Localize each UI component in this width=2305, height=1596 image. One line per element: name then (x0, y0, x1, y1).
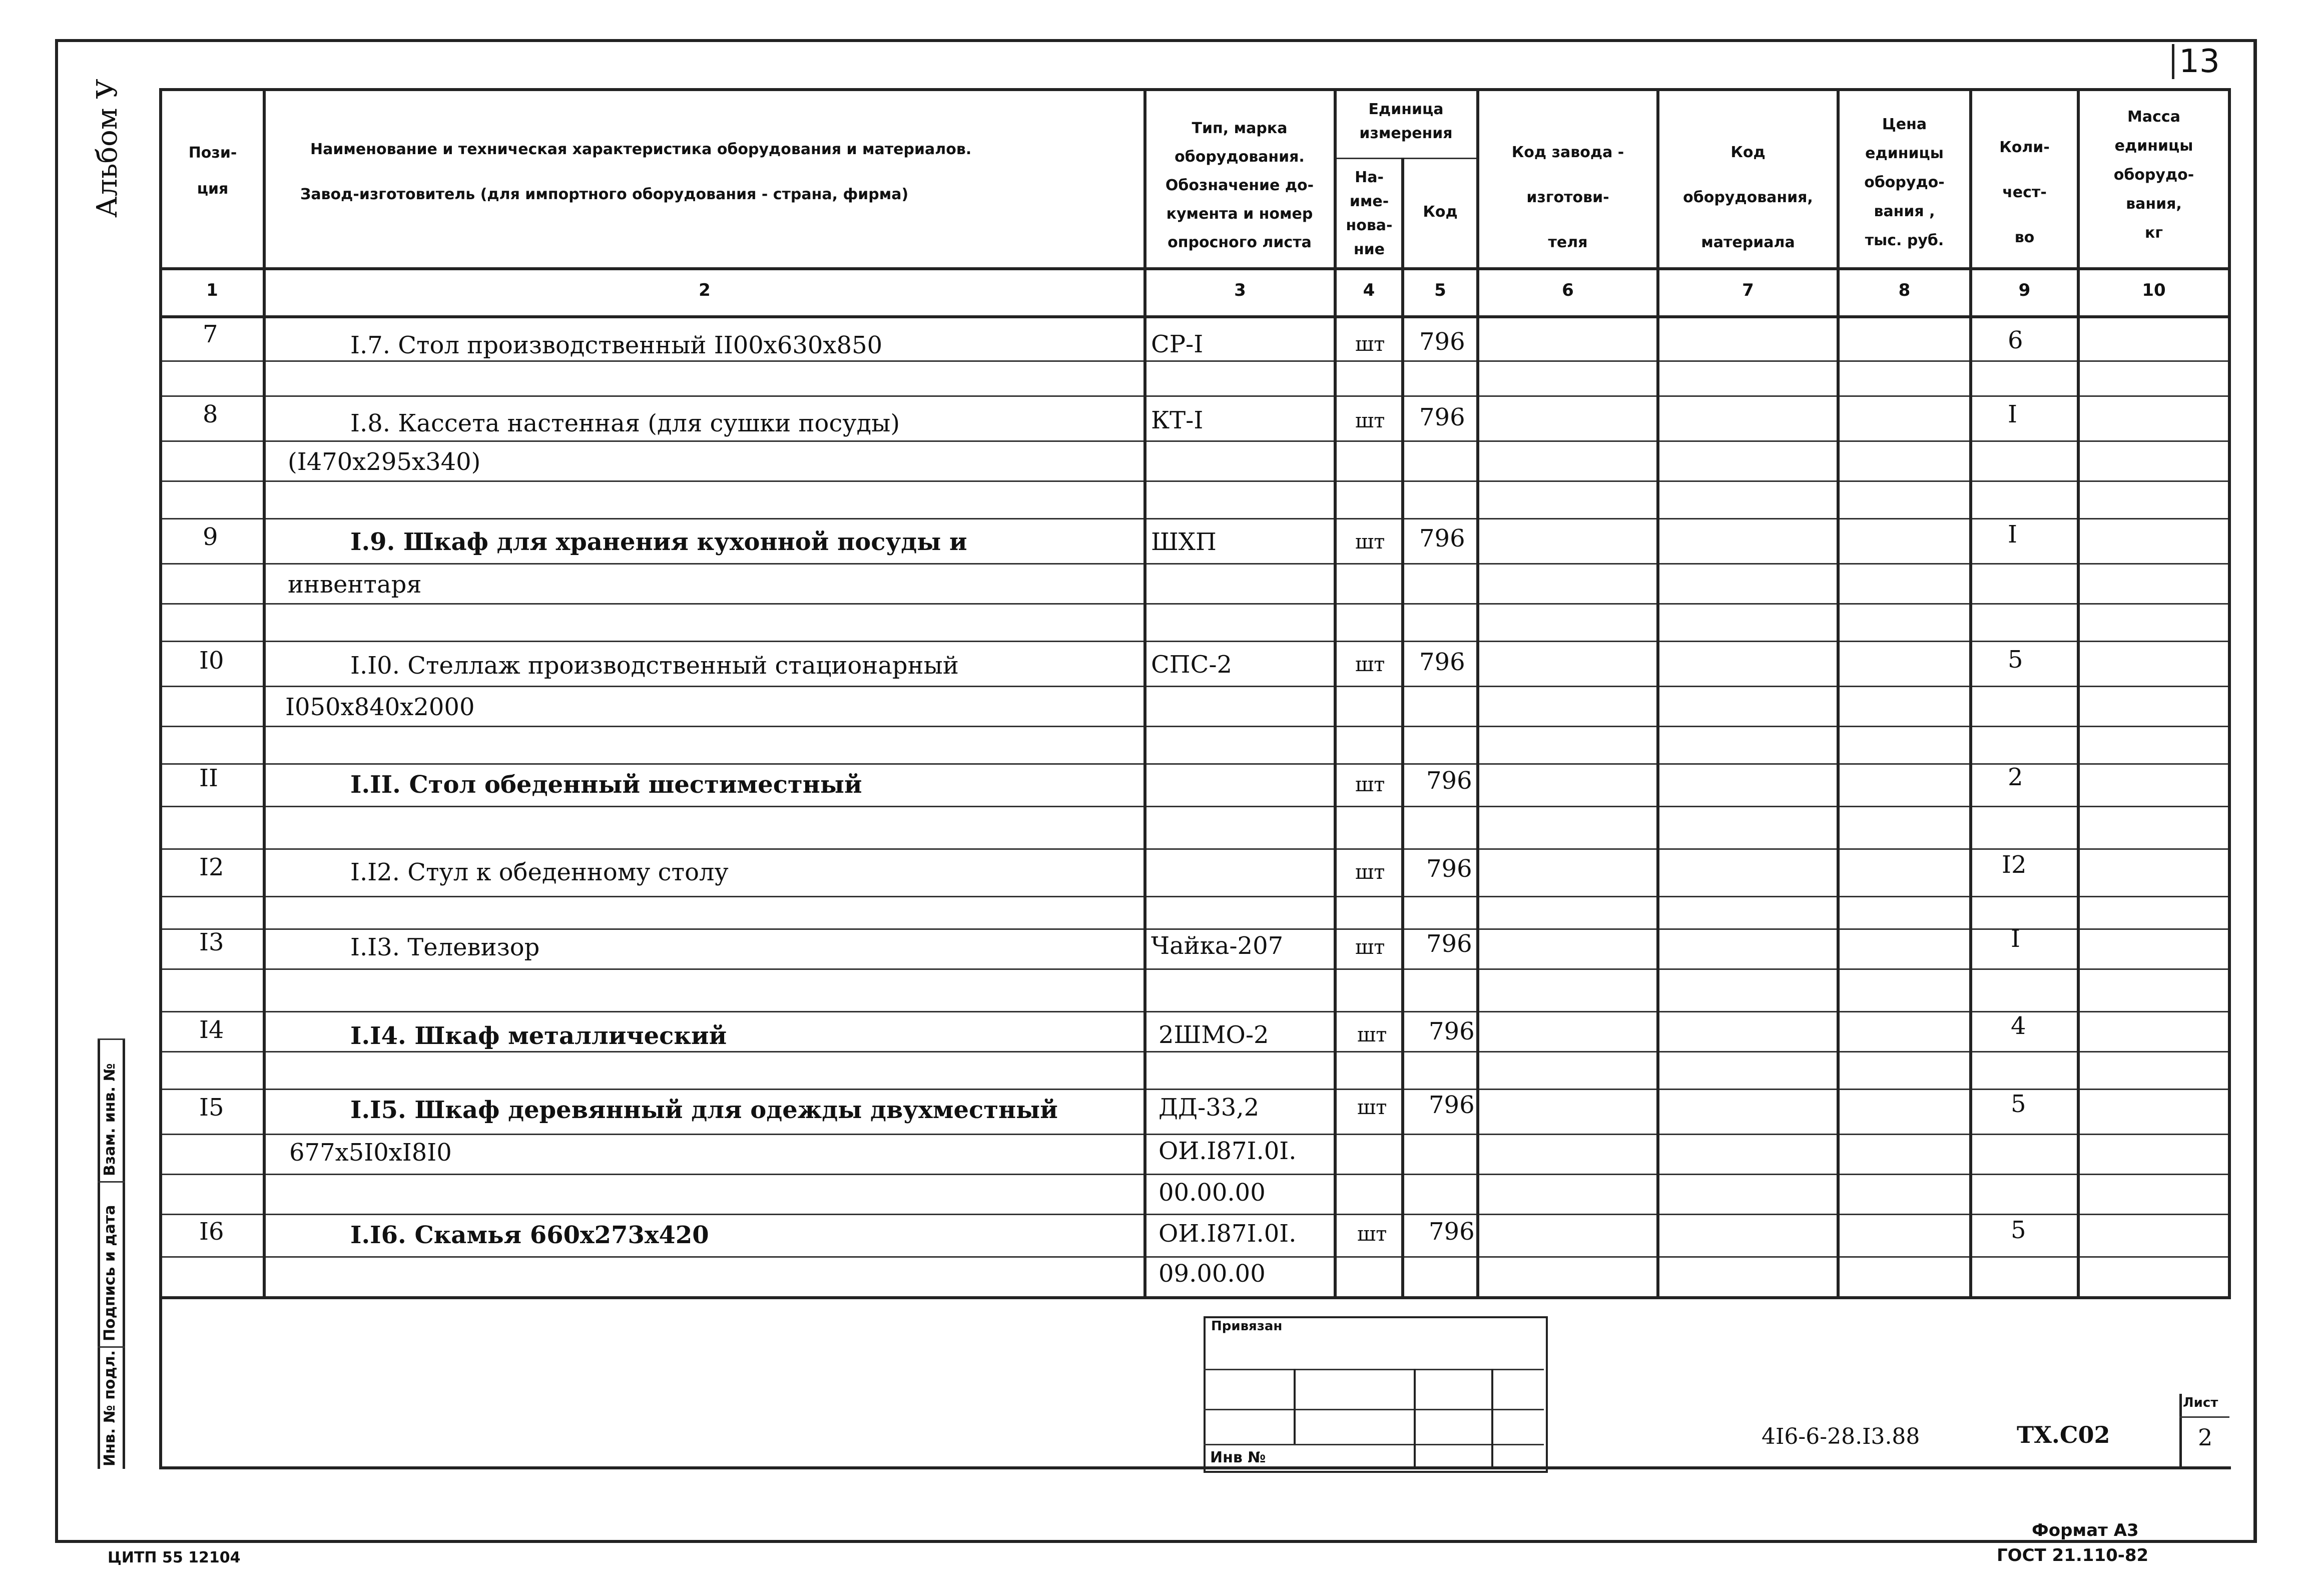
row-type: ОИ.I87I.0I. (1159, 1220, 1297, 1248)
row-position: II (199, 764, 218, 792)
row-unit-code: 796 (1426, 930, 1472, 958)
row-quantity: 6 (2008, 326, 2023, 354)
row-quantity: I (2011, 925, 2020, 953)
row-unit-code: 796 (1426, 855, 1472, 883)
row-unit: шт (1355, 861, 1385, 884)
row-unit-code: 796 (1429, 1017, 1475, 1045)
header-name-line1: Наименование и техническая характеристика оборудования и материалов. (310, 141, 972, 158)
header-position: Пози- ция (188, 144, 237, 198)
stamp-inv-label: Инв № (1210, 1449, 1266, 1466)
row-type: ШХП (1151, 528, 1217, 556)
row-name-continued: (I470х295х340) (288, 448, 481, 476)
row-position: I0 (199, 647, 224, 675)
side-label-inv-orig: Инв. № подл. (101, 1350, 119, 1466)
row-type: Чайка-207 (1151, 932, 1284, 960)
col-num-4: 4 (1363, 280, 1375, 300)
row-name: I.8. Кассета настенная (для сушки посуды) (350, 409, 900, 437)
footer-gost: ГОСТ 21.110-82 (1997, 1545, 2149, 1565)
col-num-8: 8 (1898, 280, 1911, 300)
row-type: КТ-I (1151, 406, 1204, 434)
row-unit: шт (1357, 1096, 1387, 1119)
header-name-line2: Завод-изготовитель (для импортного оборудования - страна, фирма) (300, 186, 909, 203)
row-name-continued: инвентаря (288, 571, 422, 599)
row-position: I3 (199, 928, 224, 956)
footer-format: Формат А3 (2032, 1520, 2139, 1540)
row-position: 9 (203, 523, 218, 551)
row-unit-code: 796 (1419, 524, 1465, 553)
side-label-inv-replace: Взам. инв. № (101, 1063, 119, 1176)
header-unit-code: Код (1423, 203, 1458, 221)
sheet-number: 2 (2198, 1424, 2213, 1451)
row-unit: шт (1355, 936, 1385, 959)
row-unit-code: 796 (1426, 767, 1472, 795)
row-name: I.I6. Скамья 660х273х420 (350, 1221, 709, 1249)
doc-suffix: ТХ.С02 (2017, 1421, 2110, 1448)
row-name: I.9. Шкаф для хранения кухонной посуды и (350, 528, 967, 556)
row-unit-code: 796 (1419, 328, 1465, 356)
row-position: I2 (199, 853, 224, 881)
row-quantity: 5 (2008, 646, 2023, 674)
row-type-continued: ОИ.I87I.0I. (1159, 1137, 1297, 1165)
row-unit: шт (1357, 1223, 1387, 1246)
row-unit: шт (1357, 1023, 1387, 1046)
row-quantity: I2 (2002, 851, 2027, 879)
col-num-2: 2 (699, 280, 711, 300)
row-type: СПС-2 (1151, 651, 1233, 679)
doc-code: 4I6-6-28.I3.88 (1762, 1424, 1920, 1449)
album-label: Альбом У (91, 79, 124, 218)
row-name: I.I2. Стул к обеденному столу (350, 858, 729, 886)
header-unit-group: Единица измерения (1359, 101, 1453, 142)
row-type: СР-I (1151, 330, 1204, 358)
row-name: I.I4. Шкаф металлический (350, 1022, 727, 1050)
row-unit-code: 796 (1419, 648, 1465, 676)
row-quantity: I (2008, 520, 2017, 549)
col-num-6: 6 (1562, 280, 1574, 300)
row-quantity: 2 (2008, 763, 2023, 791)
row-name-continued: I050х840х2000 (285, 693, 475, 721)
row-name: I.I0. Стеллаж производственный стационарный (350, 652, 959, 680)
row-quantity: I (2008, 400, 2017, 428)
row-position: 8 (203, 400, 218, 428)
row-unit: шт (1355, 333, 1385, 356)
row-position: 7 (203, 320, 218, 348)
row-unit: шт (1355, 530, 1385, 554)
row-quantity: 4 (2011, 1012, 2026, 1040)
col-num-3: 3 (1234, 280, 1246, 300)
col-num-10: 10 (2142, 280, 2166, 300)
sheet-label: Лист (2183, 1395, 2218, 1410)
col-num-9: 9 (2018, 280, 2031, 300)
row-name-continued: 677х5I0хI8I0 (289, 1139, 452, 1167)
row-unit-code: 796 (1429, 1091, 1475, 1119)
col-num-7: 7 (1742, 280, 1754, 300)
row-position: I4 (199, 1016, 224, 1044)
stamp-bound-label: Привязан (1211, 1319, 1283, 1334)
row-position: I5 (199, 1094, 224, 1122)
sheet-corner-number: 13 (2172, 44, 2224, 79)
footer-left-code: ЦИТП 55 12104 (108, 1549, 241, 1566)
row-unit-code: 796 (1429, 1218, 1475, 1246)
row-name: I.I3. Телевизор (350, 933, 540, 961)
row-quantity: 5 (2011, 1216, 2026, 1244)
row-type: 2ШМО-2 (1159, 1021, 1269, 1049)
row-unit: шт (1355, 409, 1385, 432)
col-num-1: 1 (206, 280, 218, 300)
row-quantity: 5 (2011, 1090, 2026, 1118)
side-label-signature: Подпись и дата (101, 1205, 119, 1341)
row-name: I.I5. Шкаф деревянный для одежды двухместный (350, 1096, 1058, 1124)
row-name: I.II. Стол обеденный шестиместный (350, 771, 862, 799)
row-type-continued-2: 00.00.00 (1159, 1179, 1266, 1207)
row-unit-code: 796 (1419, 403, 1465, 431)
row-name: I.7. Стол производственный II00х630х850 (350, 331, 883, 359)
row-position: I6 (199, 1218, 224, 1246)
row-unit: шт (1355, 653, 1385, 676)
row-type-continued: 09.00.00 (1159, 1260, 1266, 1288)
row-type: ДД-33,2 (1159, 1094, 1260, 1122)
col-num-5: 5 (1434, 280, 1446, 300)
row-unit: шт (1355, 773, 1385, 796)
